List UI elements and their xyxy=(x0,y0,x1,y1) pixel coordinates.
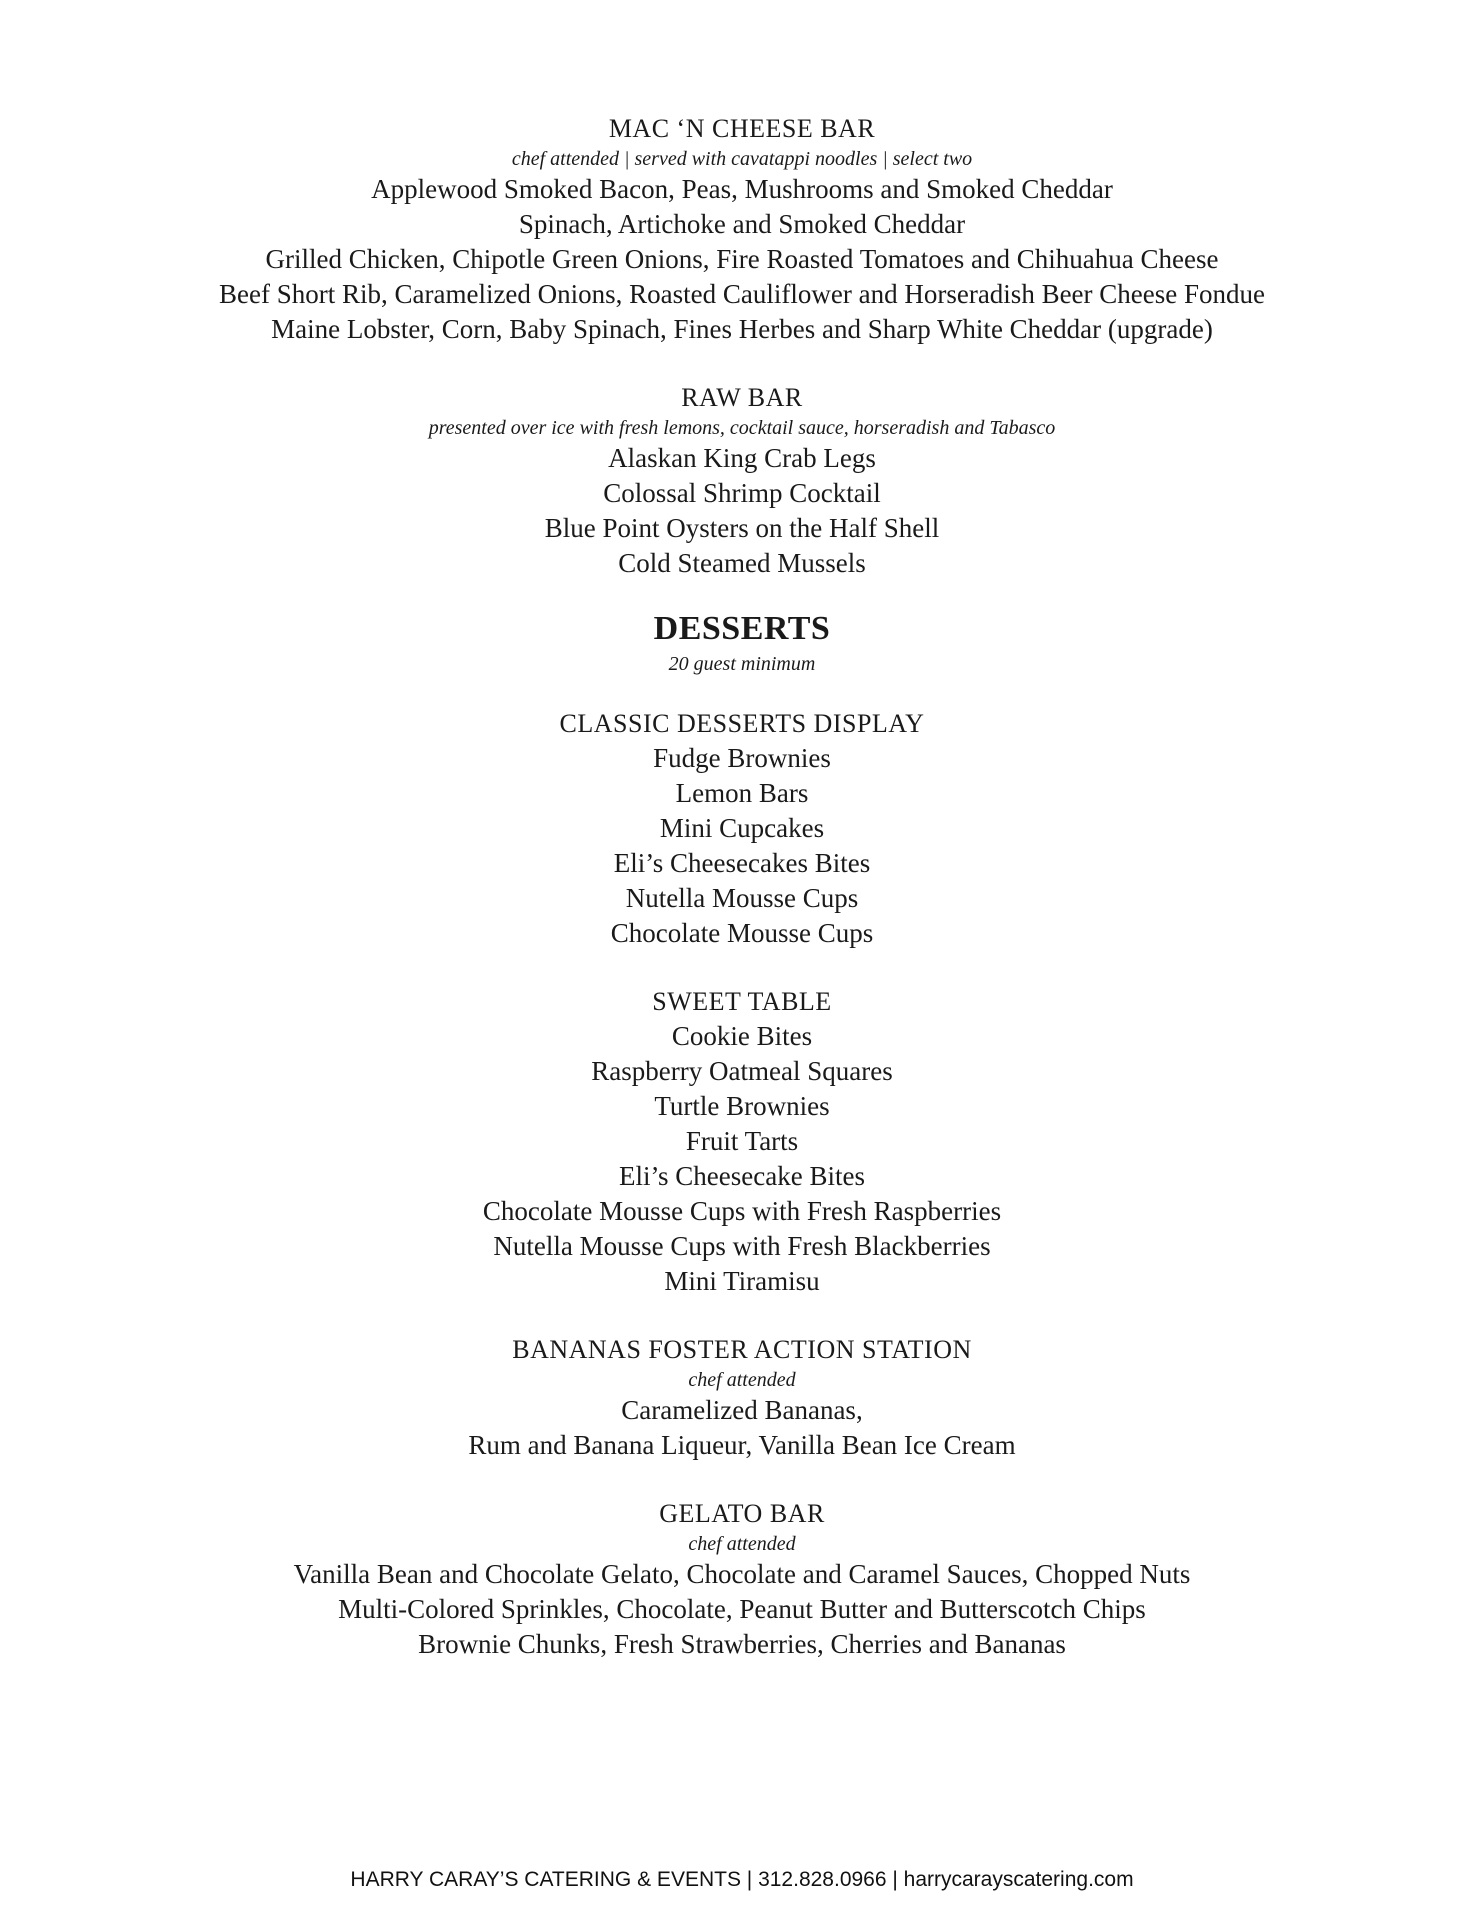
menu-item: Alaskan King Crab Legs xyxy=(608,443,876,473)
menu-item: Mini Cupcakes xyxy=(659,813,825,843)
menu-item: Blue Point Oysters on the Half Shell xyxy=(544,513,940,543)
menu-item: Brownie Chunks, Fresh Strawberries, Cherries and Bananas xyxy=(418,1629,1066,1659)
menu-item: Nutella Mousse Cups xyxy=(625,883,859,913)
desserts-heading: DESSERTS xyxy=(653,610,831,647)
menu-item: Eli’s Cheesecakes Bites xyxy=(613,848,871,878)
section-spacer xyxy=(0,581,1484,607)
sweet-table-title: SWEET TABLE xyxy=(652,987,832,1016)
desserts-note: 20 guest minimum xyxy=(668,653,816,675)
footer-contact: HARRY CARAY’S CATERING & EVENTS | 312.828.0966 | harrycarayscatering.com xyxy=(350,1868,1134,1891)
menu-item: Raspberry Oatmeal Squares xyxy=(591,1056,893,1086)
menu-item: Eli’s Cheesecake Bites xyxy=(619,1161,865,1191)
menu-item: Nutella Mousse Cups with Fresh Blackberries xyxy=(493,1231,991,1261)
menu-item: Chocolate Mousse Cups with Fresh Raspberries xyxy=(482,1196,1002,1226)
desserts-heading-section xyxy=(0,607,1484,677)
mac-cheese-bar-note: chef attended | served with cavatappi noodles | select two xyxy=(511,148,973,170)
menu-item: Lemon Bars xyxy=(675,778,809,808)
raw-bar-title: RAW BAR xyxy=(681,383,803,412)
menu-item: Caramelized Bananas, xyxy=(621,1395,863,1425)
menu-item: Beef Short Rib, Caramelized Onions, Roasted Cauliflower and Horseradish Beer Cheese Fondue xyxy=(219,279,1265,309)
gelato-bar-title: GELATO BAR xyxy=(659,1499,825,1528)
classic-desserts-title: CLASSIC DESSERTS DISPLAY xyxy=(559,709,925,738)
gelato-bar-note: chef attended xyxy=(688,1533,796,1555)
menu-item: Colossal Shrimp Cocktail xyxy=(603,478,881,508)
bananas-foster-title: BANANAS FOSTER ACTION STATION xyxy=(512,1335,972,1364)
menu-content xyxy=(0,112,1484,1662)
menu-item: Rum and Banana Liqueur, Vanilla Bean Ice Cream xyxy=(468,1430,1016,1460)
menu-item: Cookie Bites xyxy=(671,1021,813,1051)
menu-item: Chocolate Mousse Cups xyxy=(610,918,874,948)
menu-item: Fruit Tarts xyxy=(685,1126,799,1156)
bananas-foster-section xyxy=(0,1333,1484,1463)
menu-item: Grilled Chicken, Chipotle Green Onions, Fire Roasted Tomatoes and Chihuahua Cheese xyxy=(265,244,1219,274)
sweet-table-section xyxy=(0,985,1484,1299)
section-spacer xyxy=(0,347,1484,381)
mac-cheese-bar-section xyxy=(0,112,1484,347)
raw-bar-section xyxy=(0,381,1484,581)
menu-item: Turtle Brownies xyxy=(654,1091,830,1121)
section-spacer xyxy=(0,1299,1484,1333)
bananas-foster-note: chef attended xyxy=(688,1369,796,1391)
menu-item: Maine Lobster, Corn, Baby Spinach, Fines Herbes and Sharp White Cheddar (upgrade) xyxy=(271,314,1213,344)
menu-item: Spinach, Artichoke and Smoked Cheddar xyxy=(518,209,966,239)
menu-item: Vanilla Bean and Chocolate Gelato, Chocolate and Caramel Sauces, Chopped Nuts xyxy=(293,1559,1191,1589)
menu-item: Multi-Colored Sprinkles, Chocolate, Peanut Butter and Butterscotch Chips xyxy=(338,1594,1146,1624)
section-spacer xyxy=(0,677,1484,707)
section-spacer xyxy=(0,1463,1484,1497)
section-spacer xyxy=(0,951,1484,985)
menu-item: Cold Steamed Mussels xyxy=(618,548,866,578)
mac-cheese-bar-title: MAC ‘N CHEESE BAR xyxy=(608,114,876,143)
gelato-bar-section xyxy=(0,1497,1484,1662)
menu-item: Applewood Smoked Bacon, Peas, Mushrooms and Smoked Cheddar xyxy=(371,174,1113,204)
raw-bar-note: presented over ice with fresh lemons, cocktail sauce, horseradish and Tabasco xyxy=(428,417,1056,439)
classic-desserts-section xyxy=(0,707,1484,951)
menu-item: Fudge Brownies xyxy=(653,743,831,773)
menu-item: Mini Tiramisu xyxy=(664,1266,820,1296)
